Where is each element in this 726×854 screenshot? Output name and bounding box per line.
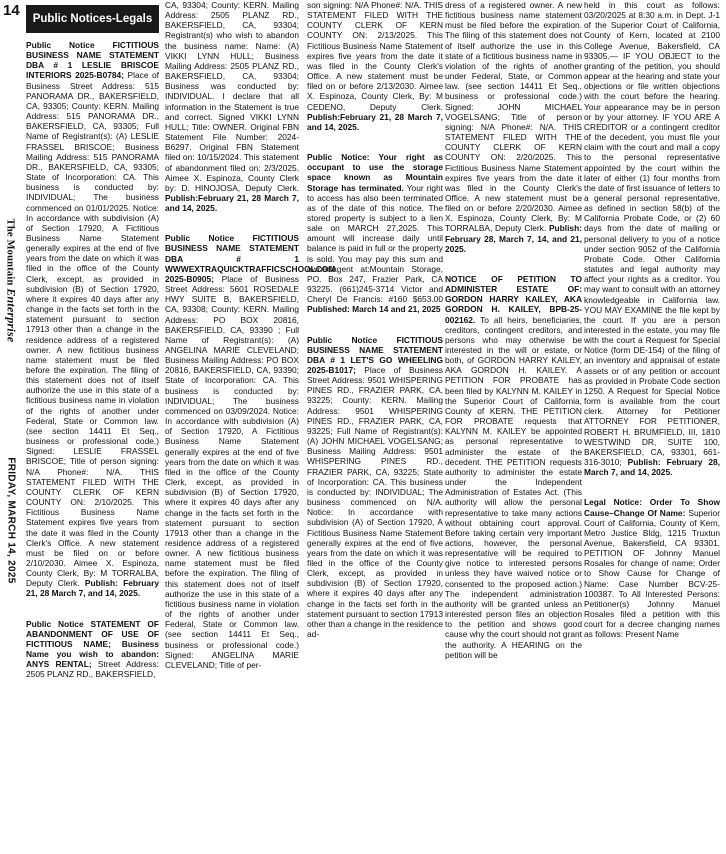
legal-notice <box>584 497 720 639</box>
notice-body: Place of Business Street Address: 5601 ROSEDALE HWY SUITE B, BAKERSFIELD, CA, 93308; County: KERN. Mailing Address: PO BOX 20816, BAKERSFIELD, CA, 93390 ; Full Name of Registrant(s): (A) ANGELINA MARIE CLEVELAND; Business Mailing Address: PO BOX 20816, BAKERSFIELD, CA, 93390; State of Incorporation: CA. This business is conducted by: INDIVIDUAL; The business commenced on 03/09/2024. Notice: In accordance with subdivision (A) of Section 17920, A Fictitious Business Name Statement generally expires at the end of five years from the date on which it was filed in the office of the County Clerk, except, as provided in subdivision (B) of Section 17920, where it expires 40 days after any change in the facts set forth in the statement pursuant to section 17913 other than a change in the residence address of a registered owner. A new fictitious business name statement must be filed before the expiration. The filing of this statement does not of itself authorize the use in this state of a fictitious business name in violation of the rights of another under Federal, State or Common law. (see section 14411 Et Seq., business or professional code.) Signed: ANGELINA MARIE CLEVELAND; Title of per- <box>165 273 299 670</box>
column-1 <box>26 40 159 852</box>
notice-publish-dates: Published: March 14 and 21, 2025 <box>307 304 441 315</box>
column-3 <box>307 0 443 852</box>
legal-notice-continued <box>307 0 443 132</box>
legal-notice-continued <box>445 0 582 254</box>
notice-body: Place of Business Street Address: 515 PANORAMA DR., BAKERSFIELD, CA, 93305; County: KERN. Mailing Address: 515 PANORAMA DR., BAKERSFIELD, CA, 93305; Full Name of Registrant(s): (A) LESLIE FRASSEL BRISCOE; Business Mailing Address: 515 PANORAMA DR., BAKERSFIELD, CA, 93305; State of Incorporation: CA. This business is conducted by: INDIVIDUAL; The business commenced on 01/01/2025. Notice: In accordance with subdivision (A) of Section 17920, A Fictitious Business Name Statement generally expires at the end of five years from the date on which it was filed in the office of the County Clerk, except, as provided in subdivision (B) of Section 17920, where it expires 40 days after any change in the facts set forth in the statement pursuant to section 17913 other than a change in the residence address of a registered owner. A new fictitious business name statement must be filed before the expiration. The filing of this statement does not of itself authorize the use in this state of a fictitious business name in violation of the rights of another under Federal, State or Common law. (see section 14411 Et Seq., business or professional code.) Signed: LESLIE FRASSEL BRISCOE; Title of person signing: N/A Phone#: N/A. THIS STATEMENT FILED WITH THE COUNTY CLERK OF KERN COUNTY ON: 2/10/2025. This Fictitious Business Name Statement expires five years from the date it was filed in the County Clerk's Office. A new statement must be filed on or before 2/10/2030. Aimee X. Espinoza, County Clerk, By: M TORRALBA, Deputy Clerk. <box>26 70 159 589</box>
legal-notice <box>307 152 443 315</box>
notice-body: To all heirs, beneficiaries, creditors, contingent creditors, and persons who may otherwise be interested in the will or estate, or both, of GORDON HARRY KAILEY, AKA GORDON H. KAILEY. A PETITION FOR PROBATE has been filed by KALYNN M. KAILEY in the Superior Court of California, County of KERN. THE PETITION FOR PROBATE requests that KALYNN M. KAILEY be appointed as personal representative to administer the estate of the decedent. THE PETITION requests authority to administer the estate under the Independent Administration of Estates Act. (This authority will allow the personal representative to take many actions without obtaining court approval. Before taking certain very important actions, however, the personal representative will be required to give notice to interested persons unless they have waived notice or consented to the proposed action.) The independent administration authority will be granted unless an interested person files an objection to the petition and shows good cause why the court should not grant the authority. A HEARING on the petition will be <box>445 314 582 660</box>
notice-body: dress of a registered owner. A new fictitious business name statement must be filed before the expiration. The filing of this statement does not of itself authorize the use in this state of a fictitious business name in violation of the rights of another under Federal, State, or Common law. (see section 14411 Et Seq., business or professional code.) Signed: JOHN MICHAEL VOGELSANG; Title of person signing: N/A Phone#: N/A. THIS STATEMENT FILED WITH THE COUNTY CLERK OF KERN COUNTY ON: 2/20/2025. This Fictitious Business Name Statement expires five years from the date it was filed in the County Clerk's Office. A new statement must be filed on or before 2/20/2030. Aimee X. Espinoza, County Clerk, By: M TORRALBA, Deputy Clerk. <box>445 0 582 234</box>
notice-heading: NOTICE OF PETITION TO ADMINISTER ESTATE OF: GORDON HARRY KAILEY, AKA GORDON H. KAILEY, BPB-25-002162. <box>445 273 582 325</box>
notice-publish-dates: Publish: February 28, March 7, 14, and 21, 2025. <box>445 223 582 254</box>
legal-notice-continued <box>165 0 299 213</box>
notice-heading: Legal Notice: Order To Show Cause–Change Of Name: <box>584 497 720 518</box>
legal-notice <box>26 619 159 680</box>
column-4 <box>445 0 582 852</box>
notice-body: son signing: N/A Phone#: N/A. THIS STATEMENT FILED WITH THE COUNTY CLERK OF KERN COUNTY ON: 2/13/2025. This Fictitious Business Name Statement expires five years from the date it was filed in the County Clerk's Office. A new statement must be filed on or before 2/13/2030. Aimee X. Espinoza, County Clerk, By: M CEDENO, Deputy Clerk. <box>307 0 443 112</box>
notice-heading: Public Notice FICTITIOUS BUSINESS NAME STATEMENT DBA # 1 WWWEXTRAQUICKTRAFFICSCHOOLCOM 2025-B0905; <box>165 233 336 284</box>
section-header: Public Notices-Legals <box>26 5 159 33</box>
notice-body: CA, 93304; County: KERN. Mailing Address: 2505 PLANZ RD., BAKERSFIELD, CA, 93304; Registrant(s) who wish to abandon the business name: Name: (A) VIKKI LYNN HULL; Business Mailing Address: 2505 PLANZ RD., BAKERSFIELD, CA, 93304; Business was conducted by: INDIVIDUAL. I declare that all information in the Statement is true and correct. Signed VIKKI LYNN HULL; Title: OWNER. Original FBN Statement File Number: 2024-B6297. Original FBN Statement filed on: 10/15/2024. This statement of abandonment filed on: 2/3/2025. Aimee X. Espinoza, County Clerk by: D. HINOJOSA, Deputy Clerk. <box>165 0 299 193</box>
column-5 <box>584 0 720 852</box>
notice-body: Street Address: 2505 PLANZ RD., BAKERSFIELD, <box>26 659 159 680</box>
legal-notice <box>445 274 582 660</box>
notice-heading: Public Notice FICTITIOUS BUSINESS NAME STATEMENT DBA # 1 LESLIE BRISCOE INTERIORS 2025-B0784; <box>26 40 159 81</box>
notice-body: Place of Business Street Address: 9501 WHISPERING PINES RD., FRAZIER PARK, CA, 93225; County: KERN. Mailing Address: 9501 WHISPERING PINES RD., FRAZIER PARK, CA, 93225; Full Name of Registrant(s): (A) JOHN MICHAEL VOGELSANG; Business Mailing Address: 9501 WHISPERING PINES RD., FRAZIER PARK, CA, 93225; State of Incorporation: CA. This business is conducted by: INDIVIDUAL; The business commenced on N/A. Notice: In accordance with subdivision (A) of Section 17920, A Fictitious Business Name Statement generally expires at the end of five years from the date on which it was filed in the office of the County Clerk, except, as provided in subdivision (B) of Section 17920, where it expires 40 days after any change in the facts set forth in the statement pursuant to section 17913 other than a change in the residence ad- <box>307 365 443 640</box>
legal-notice <box>307 335 443 640</box>
issue-date-text: FRIDAY, MARCH 14, 2025 <box>5 456 17 584</box>
legal-notice-continued <box>584 0 720 477</box>
notice-body: Your right to access has also been terminated as of the date of this notice. The stored property is subject to a lien sale on MARCH 27,2025. This amount will increase daily until balance is paid in full or the property is sold. You may pay this sum and owner/agent at:Mountain Storage, PO. Box 247, Frazier Park, CA 93225. (661)245-3714 Victor and Cheryl De Francis: #160 $653.00 <box>307 182 443 305</box>
notice-publish-dates: Publish: February 28, March 7, and 14, 2025. <box>584 457 720 478</box>
masthead-vertical <box>0 175 22 385</box>
notice-body: Superior Court of California, County of Kern, Metro Justice Bldg, 1215 Truxtun Avenue, Bakersfield, CA 93301. PETITION OF Johnny Manuel Rosales for change of name; Order to Show Cause for Change of Name: Case Number BCV-25-100387. To All Interested Persons: Petitioner(s) Johnny Manuel Rosales filed a petition with this court for a decree changing names as follows: Present Name <box>584 507 721 640</box>
column-2 <box>165 0 336 852</box>
notice-publish-dates: Publish:February 21, 28 March 7, and 14, 2025. <box>165 192 299 214</box>
legal-notice <box>26 40 159 599</box>
notice-body: held in this court as follows: 03/20/2025 at 8:30 a.m. in Dept. J-1 of the Superior Court of California, County of Kern, located at 2100 College Avenue, Bakersfield, CA 93305.— IF YOU OBJECT to the granting of the petition, you should appear at the hearing and state your objections or file written objections with the court before the hearing. Your appearance may be in person or by your attorney. IF YOU ARE A CREDITOR or a contingent creditor of the decedent, you must file your claim with the court and mail a copy to the personal representative appointed by the court within the later of either (1) four months from the date of first issuance of letters to a general personal representative, as defined in section 58(b) of the California Probate Code, or (2) 60 days from the date of mailing or personal delivery to you of a notice under section 9052 of the California Probate Code. Other California statutes and legal authority may affect your rights as a creditor. You may want to consult with an attorney knowledgeable in California law. YOU MAY EXAMINE the file kept by the court. If you are a person interested in the estate, you may file with the court a Request for Special Notice (form DE-154) of the filing of an inventory and appraisal of estate assets or of any petition or account as provided in Probate Code section 1250. A Request for Special Notice form is available from the court clerk. Attorney for Petitioner ATTORNEY FOR PETITIONER, ROBERT H. BRUMFIELD, III, 1810 WESTWIND DR, SUITE 100, BAKERSFIELD, CA, 93301, 661-316-3010; <box>584 0 720 468</box>
notice-heading: Public Notice FICTITIOUS BUSINESS NAME STATEMENT DBA # 1 LET'S GO WHEELING 2025-B1017; <box>307 334 443 375</box>
legal-notice <box>165 233 336 670</box>
notice-heading: Public Notice STATEMENT OF ABANDONMENT OF USE OF FICTITIOUS NAME; Business Name you wish to abandon: ANYS RENTAL; <box>26 618 159 670</box>
masthead-prefix: The Mountain <box>4 218 16 286</box>
page-number: 14 <box>3 2 20 19</box>
notice-heading: Public Notice: Your right as occupant to use the storage space known as Mountain Storage has terminated. <box>307 152 443 193</box>
issue-date <box>0 430 22 610</box>
notice-publish-dates: Publish:February 21, 28 March 7, and 14, 2025. <box>307 111 443 132</box>
masthead-name: Enterprise <box>4 287 19 342</box>
notice-publish-dates: Publish: February 21, 28 March 7, and 14, 2025. <box>26 578 160 599</box>
